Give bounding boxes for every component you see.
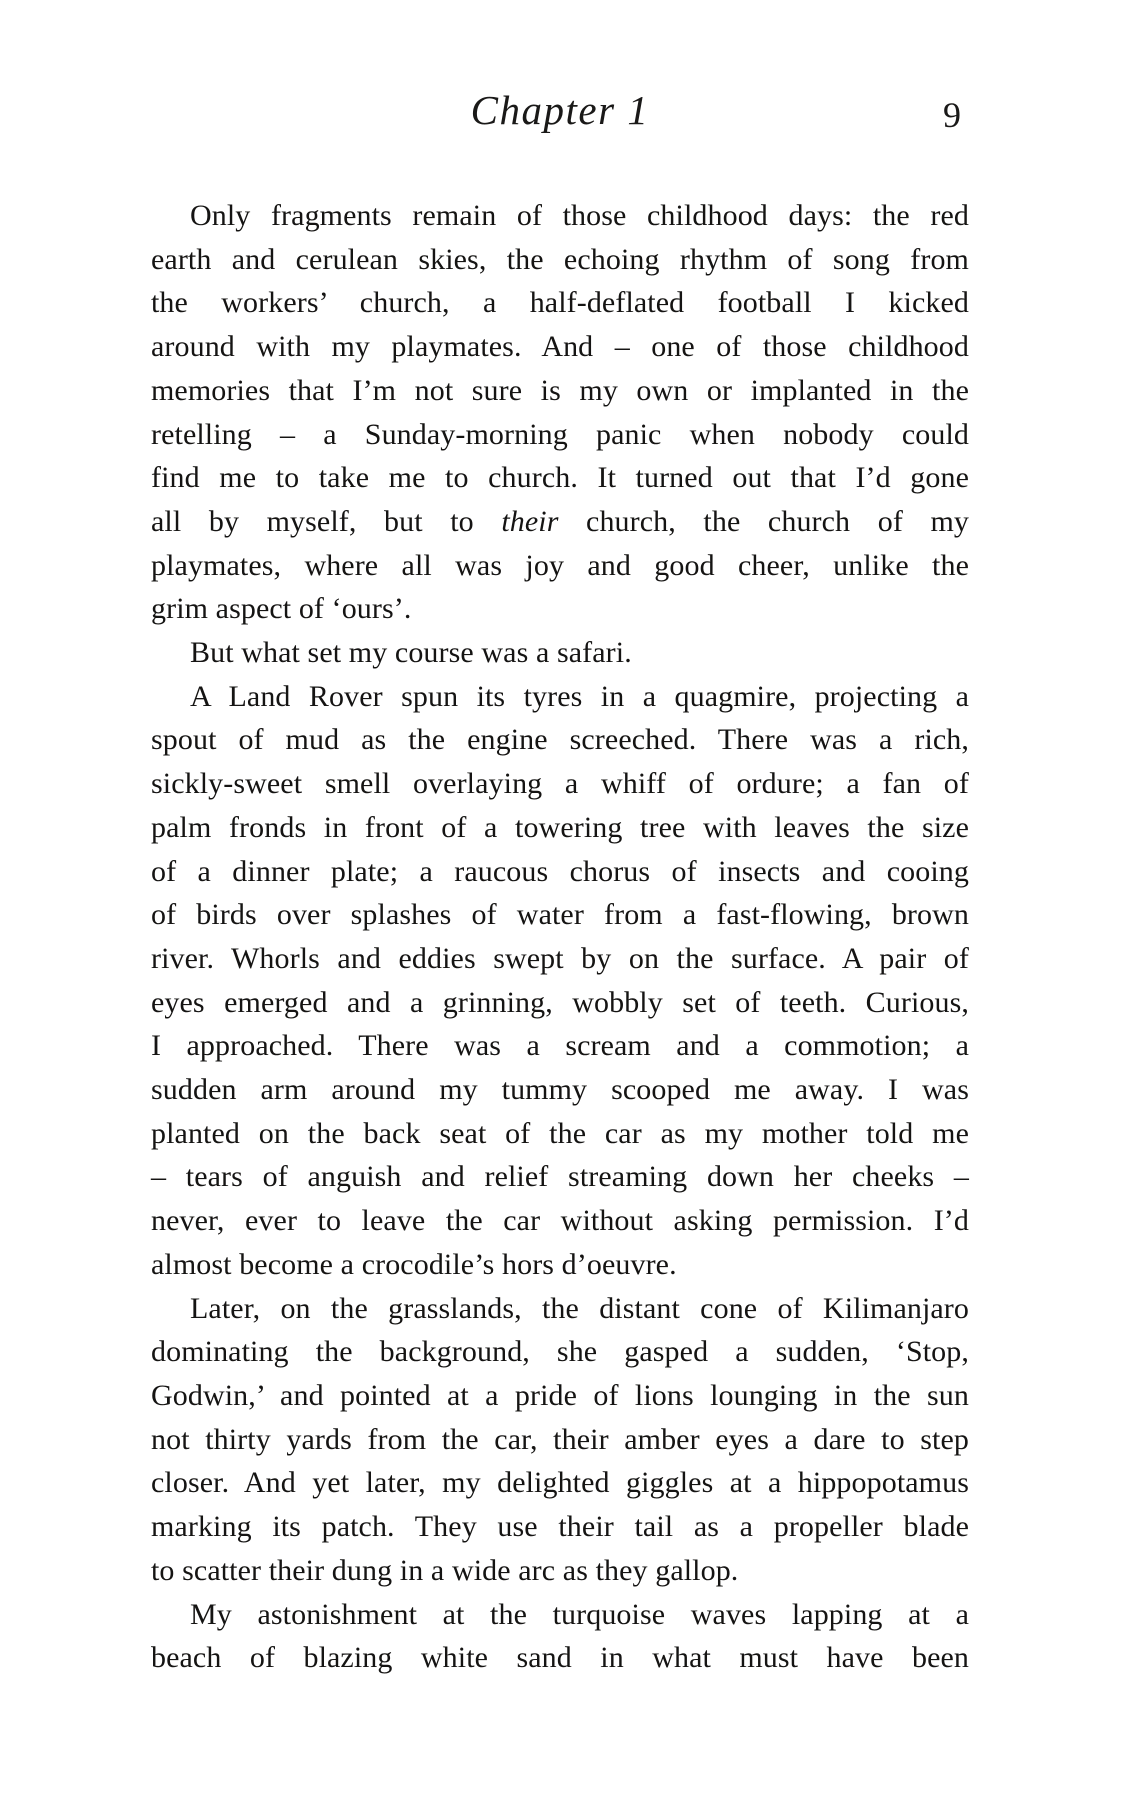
text-line	[151, 1505, 969, 1549]
text-line	[151, 587, 969, 631]
text-segment: marking its patch. They use their tail as a propeller blade	[151, 1510, 969, 1544]
text-segment: A Land Rover spun its tyres in a quagmire, projecting a	[190, 679, 969, 713]
text-segment: But what set my course was a safari.	[190, 636, 632, 670]
text-line	[151, 981, 969, 1025]
text-line	[151, 500, 969, 544]
text-line	[151, 1418, 969, 1462]
text-line	[151, 1287, 969, 1331]
text-segment: of birds over splashes of water from a fast-flowing, brown	[151, 898, 969, 932]
paragraph	[151, 631, 969, 675]
text-line	[151, 1243, 969, 1287]
text-segment: of a dinner plate; a raucous chorus of insects and cooing	[151, 854, 969, 888]
text-line	[151, 194, 969, 238]
text-segment: eyes emerged and a grinning, wobbly set of teeth. Curious,	[151, 985, 969, 1019]
text-segment: river. Whorls and eddies swept by on the surface. A pair of	[151, 941, 969, 975]
text-line	[151, 675, 969, 719]
chapter-title: Chapter 1	[470, 87, 650, 133]
text-line	[151, 1330, 969, 1374]
text-segment: retelling – a Sunday-morning panic when nobody could	[151, 417, 969, 451]
text-line	[151, 1374, 969, 1418]
paragraph	[151, 194, 969, 631]
text-segment: all by myself, but to	[151, 504, 502, 538]
text-line	[151, 631, 969, 675]
text-line	[151, 544, 969, 588]
text-line	[151, 1636, 969, 1680]
page-number: 9	[943, 95, 961, 135]
text-segment: earth and cerulean skies, the echoing rhythm of song from	[151, 242, 969, 276]
text-segment: palm fronds in front of a towering tree with leaves the size	[151, 810, 969, 844]
text-line	[151, 718, 969, 762]
text-line	[151, 1155, 969, 1199]
text-segment: the workers’ church, a half-deflated football I kicked	[151, 286, 969, 320]
text-segment: spout of mud as the engine screeched. There was a rich,	[151, 723, 969, 757]
text-line	[151, 1461, 969, 1505]
text-segment: find me to take me to church. It turned out that I’d gone	[151, 461, 969, 495]
text-line	[151, 1199, 969, 1243]
text-line	[151, 238, 969, 282]
text-segment: sickly-sweet smell overlaying a whiff of ordure; a fan of	[151, 767, 969, 801]
text-segment: church, the church of my	[558, 504, 969, 538]
paragraph	[151, 675, 969, 1287]
text-segment: almost become a crocodile’s hors d’oeuvre.	[151, 1247, 677, 1281]
text-line	[151, 893, 969, 937]
text-segment: playmates, where all was joy and good cheer, unlike the	[151, 548, 969, 582]
paragraph	[151, 1287, 969, 1593]
text-segment: Godwin,’ and pointed at a pride of lions lounging in the sun	[151, 1378, 969, 1412]
text-line	[151, 762, 969, 806]
text-segment: around with my playmates. And – one of those childhood	[151, 330, 969, 364]
text-line	[151, 369, 969, 413]
text-line	[151, 850, 969, 894]
text-segment: to scatter their dung in a wide arc as they gallop.	[151, 1553, 739, 1587]
text-line	[151, 456, 969, 500]
text-segment: not thirty yards from the car, their amber eyes a dare to step	[151, 1422, 969, 1456]
text-line	[151, 325, 969, 369]
text-segment: sudden arm around my tummy scooped me away. I was	[151, 1073, 969, 1107]
text-segment: – tears of anguish and relief streaming down her cheeks –	[151, 1160, 969, 1194]
italic-text: their	[501, 504, 559, 538]
text-line	[151, 1549, 969, 1593]
text-line	[151, 1024, 969, 1068]
text-segment: grim aspect of ‘ours’.	[151, 592, 412, 626]
paragraph	[151, 1593, 969, 1680]
text-segment: I approached. There was a scream and a commotion; a	[151, 1029, 969, 1063]
text-segment: Only fragments remain of those childhood days: the red	[190, 199, 969, 232]
text-segment: closer. And yet later, my delighted giggles at a hippopotamus	[151, 1466, 969, 1500]
text-segment: Later, on the grasslands, the distant cone of Kilimanjaro	[190, 1291, 969, 1325]
body-text	[151, 194, 969, 1680]
text-segment: beach of blazing white sand in what must have been	[151, 1641, 969, 1675]
text-line	[151, 281, 969, 325]
running-header	[151, 86, 969, 142]
text-line	[151, 413, 969, 457]
text-segment: never, ever to leave the car without asking permission. I’d	[151, 1204, 969, 1238]
text-line	[151, 1068, 969, 1112]
text-segment: memories that I’m not sure is my own or implanted in the	[151, 373, 969, 407]
text-line	[151, 1593, 969, 1637]
text-segment: My astonishment at the turquoise waves lapping at a	[190, 1597, 969, 1631]
text-segment: dominating the background, she gasped a sudden, ‘Stop,	[151, 1335, 969, 1369]
text-segment: planted on the back seat of the car as my mother told me	[151, 1116, 969, 1150]
text-line	[151, 937, 969, 981]
text-line	[151, 1112, 969, 1156]
text-line	[151, 806, 969, 850]
